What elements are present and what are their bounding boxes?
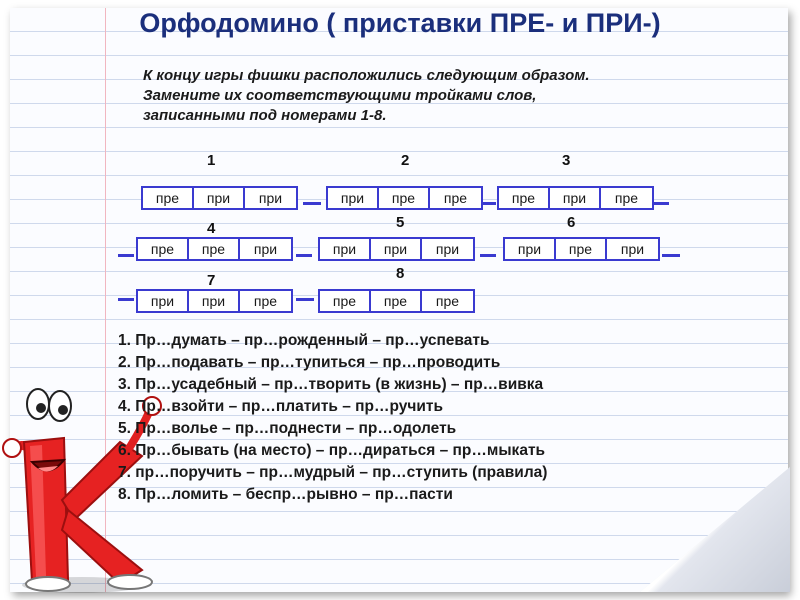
domino-connector	[118, 254, 134, 257]
instruction-line: записанными под номерами 1-8.	[143, 107, 387, 124]
domino-cell: при	[505, 239, 556, 259]
task-item: 6. Пр…бывать (на место) – пр…дираться – пр…мыкать	[118, 442, 546, 459]
domino-number: 4	[207, 220, 216, 237]
domino-cell: пре	[556, 239, 607, 259]
domino-cell: при	[194, 188, 245, 208]
task-item: 3. Пр…усадебный – пр…творить (в жизнь) – пр…вивка	[118, 376, 544, 393]
domino-tile-7	[136, 289, 293, 313]
instruction-line: Замените их соответствующими тройками слов,	[143, 87, 537, 104]
domino-number: 7	[207, 272, 216, 289]
task-list	[118, 330, 547, 506]
domino-number: 2	[401, 152, 410, 169]
domino-cell: пре	[435, 293, 460, 309]
domino-number: 8	[396, 265, 405, 282]
page-title: Орфодомино ( приставки ПРЕ- и ПРИ-)	[139, 8, 661, 38]
task-item: 7. пр…поручить – пр…мудрый – пр…ступить (правила)	[118, 464, 548, 481]
domino-connector	[653, 202, 669, 205]
instruction-line: К концу игры фишки расположились следующим образом.	[143, 67, 590, 84]
domino-cell: при	[328, 188, 379, 208]
domino-tile-8	[318, 289, 475, 313]
domino-cell: пре	[443, 190, 468, 206]
domino-tile-3	[497, 186, 654, 210]
domino-connector	[303, 202, 321, 205]
domino-connector	[118, 298, 134, 301]
domino-cell: при	[435, 241, 460, 257]
domino-cell: пре	[379, 188, 430, 208]
domino-cell: пре	[499, 188, 550, 208]
domino-cell: при	[138, 291, 189, 311]
domino-tile-1	[141, 186, 298, 210]
domino-tile-5	[318, 237, 475, 261]
domino-cell: пре	[143, 188, 194, 208]
task-item: 5. Пр…волье – пр…поднести – пр…одолеть	[118, 420, 457, 437]
domino-cell: при	[253, 241, 278, 257]
domino-cell: пре	[614, 190, 639, 206]
domino-connector	[482, 202, 496, 205]
domino-tile-4	[136, 237, 293, 261]
domino-cell: при	[550, 188, 601, 208]
domino-cell: при	[320, 239, 371, 259]
domino-connector	[662, 254, 680, 257]
domino-number: 1	[207, 152, 216, 169]
domino-cell: пре	[320, 291, 371, 311]
domino-cell: при	[620, 241, 645, 257]
domino-number: 3	[562, 152, 571, 169]
domino-number: 5	[396, 214, 405, 231]
domino-cell: пре	[138, 239, 189, 259]
domino-tile-2	[326, 186, 483, 210]
domino-connector	[296, 254, 312, 257]
task-item: 4. Пр…взойти – пр…платить – пр…ручить	[118, 398, 444, 415]
domino-cell: пре	[371, 291, 422, 311]
domino-connector	[296, 298, 314, 301]
task-item: 8. Пр…ломить – беспр…рывно – пр…пасти	[118, 486, 453, 503]
task-item: 1. Пр…думать – пр…рожденный – пр…успевать	[118, 332, 490, 349]
domino-cell: пре	[189, 239, 240, 259]
domino-cell: при	[371, 239, 422, 259]
domino-number: 6	[567, 214, 576, 231]
task-item: 2. Пр…подавать – пр…тупиться – пр…проводить	[118, 354, 501, 371]
domino-cell: при	[258, 190, 283, 206]
instructions	[143, 66, 703, 126]
domino-cell: пре	[253, 293, 278, 309]
domino-connector	[480, 254, 496, 257]
domino-tile-6	[503, 237, 660, 261]
domino-cell: при	[189, 291, 240, 311]
